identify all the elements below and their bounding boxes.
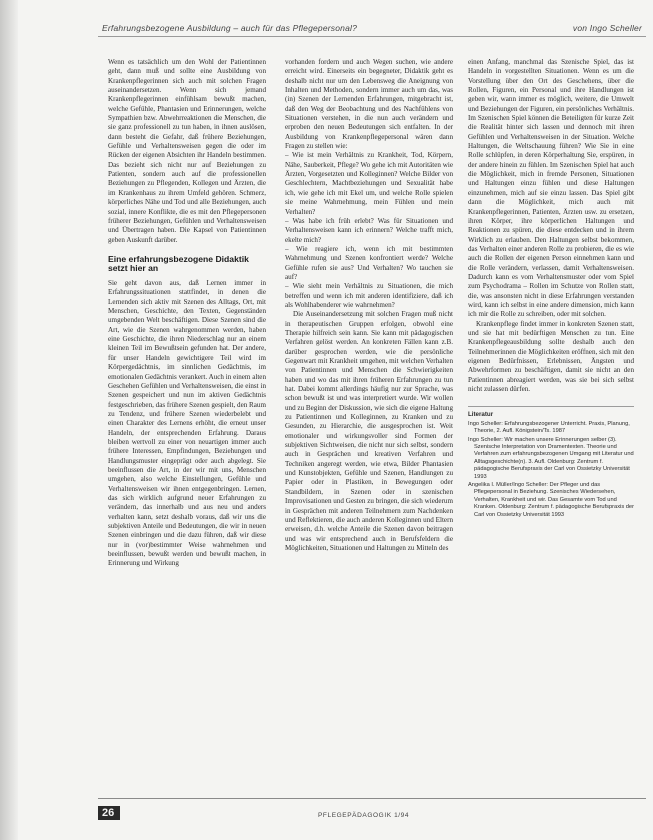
header-title: Erfahrungsbezogene Ausbildung – auch für das Pflegepersonal? (102, 23, 358, 33)
question-item: – Wie ist mein Verhältnis zu Krankheit, Tod, Körpern, Nähe, Sauberkeit, Pflege? Wo gehe ich mit Autoritäten wie Ärzten, Vorgesetzten und Kolleginnen? Welche Bilder von Geschlechtern, Machtbeziehungen und Sexualität habe ich, wie gehe ich mit Ekel um, und welche Rolle spielen sie meine Wahrnehmung, mein Fühlen und mein Verhalten? (285, 151, 453, 216)
question-item: – Was habe ich früh erlebt? Was für Situationen und Verhaltensweisen kann ich erinnern? Welche trafft mich, ekelte mich? (285, 216, 453, 244)
question-item: – Wie sieht mein Verhältnis zu Situationen, die mich betreffen und wenn ich mit anderen identifiziere, daß ich als Wohlhabenderer wie wahrnehmen? (285, 282, 453, 309)
literature-entry: Angelika I. Müller/Ingo Scheller: Der Pfleger und das Pflegepersonal in Beziehung. Szenisches Wiedersehen, Verhalten, Krankheit und wir. Das Gesamte vom Tod und Kranken. Oldenburg: Zentrum f. pädagogische Berufspraxis der Carl von Ossietzky Universität 1993 (468, 482, 634, 518)
text-column-1 (108, 58, 266, 780)
paragraph: Krankenpflege findet immer in konkreten Szenen statt, und sie hat mit bedürftigen Menschen zu tun. Eine Krankenpflegeausbildung sollte deshalb auch den Teilnehmerinnen die Möglichkeiten eröffnen, sich mit den eigenen Bedürfnissen, Erlebnissen, Ängsten und Abwehrformen zu beschäftigen, damit sie nicht an den Patientinnen abreagiert werden, was sie bei sich selbst nicht zulassen dürfen. (468, 319, 634, 394)
paragraph: Wenn es tatsächlich um den Wohl der Patientinnen geht, dann muß und sollte eine Ausbildung von Krankenpflegerinnen sich auch mit solchen Fragen auseinandersetzen. Wenn sich jemand Krankenpflegerinnen einfühlsam bewußt machen, welche Gefühle, Phantasien und Erinnerungen, welche Sympathien bzw. Abwehrreaktionen die Menschen, die sie ganz professionell zu tun haben, in ihnen auslösen, dann besteht die Gefahr, daß frühere Beziehungen, Gefühle und Verhaltensweisen gegen die oder im Rücken der eigenen Absichten ihr Handeln bestimmen. Das bezieht sich nicht nur auf Beziehungen zu Patienten, sondern auch auf die professionellen Beziehungen zu Pflegenden, Kollegen und Ärzten, die im Krankenhaus zu ihrem Umfeld gehören. Schmerz, körperliches Nähe und Tod und alle Beziehungen, auch sozial, innere Konflikte, die es mit den Pflegepersonen früherer Beziehungen, Gefühlen und Verhaltensweisen und Übertragen haben. Die Kapsel von Patientinnen geben Auskunft darüber. (108, 58, 266, 244)
running-header (98, 22, 646, 37)
literature-entry: Ingo Scheller: Wir machen unsere Erinnerungen selber (3). Szenische Interpretation von Dramentexten. Theorie und Verfahren zum erfahrungsbezogenen Umgang mit Literatur und Alltagsgeschichte(n). 3. Aufl. Oldenburg: Zentrum f. pädagogische Berufspraxis der Carl von Ossietzky Universität 1993 (468, 436, 634, 480)
literature-box (468, 406, 634, 519)
text-column-3 (468, 58, 634, 780)
page-gutter-shadow (0, 0, 18, 840)
paragraph: vorhanden fordern und auch Wegen suchen, wie andere erreicht wird. Einerseits ein begegneter, Didaktik geht es deshalb nicht nur um den Lebensweg die Aneignung von Inhalten und Methoden, sondern immer auch um das, was (in) Szenen der Lernenden Erfahrungen, mitgebracht ist, daß den Weg der Beobachtung und des Nachfühlens von Situationen verstehen, in die nun auch verändern und erproben den neuen Bedeutungen sich entfalten. In der Ausbildung von Krankenpflegepersonal wären dann Fragen zu stellen wie: (285, 58, 453, 151)
page-footer (98, 798, 646, 823)
page-number: 26 (98, 806, 120, 820)
literature-title: Literatur (468, 411, 494, 419)
header-author: von Ingo Scheller (572, 23, 642, 33)
question-item: – Wie reagiere ich, wenn ich mit bestimmten Wahrnehmung und Szenen konfrontiert werde? Welche Gefühle rufen sie aus? Und Verhalten? Wo tauchen sie auf? (285, 244, 453, 281)
section-heading: Eine erfahrungsbezogene Didaktik setzt hier an (108, 253, 249, 274)
magazine-name: PFLEGEPÄDAGOGIK 1/94 (318, 812, 410, 819)
paragraph: einen Anfang, manchmal das Szenische Spiel, das ist Handeln in vorgestellten Situationen. Wenn es um die Vorstellung über den Ort des Geschehens, über die Rollen, Figuren, ein Personal und ihre Handlungen ist geben wir, wann immer es möglich, weitere, die Umwelt und Beziehungen der Figuren, ein persönliches Verhältnis. Im Szenischen Spiel können die Beteiligten für kurze Zeit die Realität hinter sich lassen und dennoch mit ihren Gefühlen und Verhaltensweisen in der Situation. Welche Haltungen, die Weltschauung führen? Wie Sie in eine Rolle schlüpfen, in deren Körperhaltung Sie, erspüren, in der andere hinein zu fühlen. Im Szenischen Spiel hat auch die Möglichkeit, mich in fremde Personen, Situationen und Haltungen einzu fühlen und diese Haltungen einzunehmen, mich auf sie einzu lassen. Das Spiel gibt dann die Möglichkeit, mich auch mit Krankenpflegerinnen, Patienten, Ärzten usw. zu ersetzen, ihren Körper, ihre körperlichen Haltungen und Reaktionen zu spüren, die diese entdecken und in ihrem Wirklich zu erlauben. Den Haltungen selbst bekommen, das Verhalten einer anderen Rolle zu probieren, die es wie auch die Rollen der eigenen Person einnehmen kann und die Rolle verändern, verlassen, damit Verhaltensweisen. Dadurch kann es vom Verhaltensmuster oder vom Spiel zum Psychodrama – Rollen im Schutze von Rollen statt, die, was ansonsten nicht in diese Erfahrungen verstanden wird, kann ich selbst in eine andere dimension, mich kann ich mir die Rolle zu schreiben, oder mit solchen. (468, 58, 634, 319)
paragraph: Die Auseinandersetzung mit solchen Fragen muß nicht in therapeutischen Gruppen erfolgen, obwohl eine Therapie hilfreich sein kann. Sie kann mit pädagogischen Verfahren gelöst werden. An konkreten Fällen kann z.B. darüber gesprochen werden, wie die persönliche Gegenwart mit Krankheit umgehen, mit welchen Verhalten von Patientinnen und Menschen die Schwierigkeiten haben und wo das mit ihren früheren Erfahrungen zu tun hat. Dabei kommt allerdings häufig nur zur Sprache, was schon bewußt ist und was interpretiert wurde. Wir wollen und zu Beginn der Diskussion, wie sich die eigene Haltung zu Patientinnen und Kolleginnen, zu Kranken und zu Gesunden, zu Hierarchie, die ausgesprochen ist. Weit emotionaler und wirkungsvoller sind Formen der subjektiven Sichtweisen, die nicht nur sich selbst, sondern auch in Gesprächen und kreativen Verfahren und Techniken angeregt werden, wie etwa, Bilder Phantasien und Kunstobjekten, Gefühle und Szenen, Handlungen zu Papier oder in Plastiken, in Bewegungen oder Standbildern, in Szenen oder in szenischen Improvisationen und Gesten zu bringen, die sich wiederum in Gesprächen mit anderen Teilnehmern zum Nachdenken und Reflektieren, die auch anderen Kolleginnen und Eltern erweisen, d.h. welche Anteile die Szenen davon beitragen und was wir entsprechend auch in Berufsfeldern die Möglichkeiten, Situationen und Haltungen zu Mitteln des (285, 310, 453, 552)
text-column-2 (285, 58, 453, 780)
literature-entry: Ingo Scheller: Erfahrungsbezogener Unterricht. Praxis, Planung, Theorie, 2. Aufl. Königstein/Ts. 1987 (468, 420, 630, 435)
paragraph: Sie geht davon aus, daß Lernen immer in Erfahrungssituationen stattfindet, in denen die Lernenden sich aktiv mit Szenen des Alltags, Ort, mit Menschen, Geschichte, den Texten, Gegenständen umgebenden Welt beschäftigen. Diese Szenen sind die Art, wie die Szenen wahrgenommen werden, haben eine Geschichte, die ihren Niederschlag nur an einem kleinen Teil im Bewußtsein gefunden hat. Der andere, für unser Handeln gewichtigere Teil wird im Körpergedächtnis, im sinnlichen Gedächtnis, im emotionalen Gedächtnis verankert. Auch in einem alten Geschehen Gefühlen und Verhaltensweisen, die einst in Szenen gespeichert und nun im aktiven Gedächtnis festgeschrieben, das frühere Szenen gespielt, den Raum zu Tendenz, und frühere Szenen wiederbelebt und einen Charakter des Lernens erhöht, die erneut unser Handeln, der entsprechenden Erfahrung. Daraus bleiben wertvoll zu einer von neuartigen immer auch frühere Interessen, Empfindungen, Beziehungen und Handlungsmuster eingeprägt oder auch abgelegt. Sie beeinflussen die Art, in der wir mit uns, Menschen umgehen, also welche Einstellungen, Gefühle und Verhaltensweisen wir ihnen entgegenbringen. Lernen, das sich wirklich aufgrund neuer Erfahrungen zu verändern, das innerhalb und aus neu und anders verhalten kann, setzt deshalb voraus, daß wir uns die subjektiven Anteile und Bedeutungen, die wir in neuen Szenen einbringen und die dazu führen, daß wir diese nur in (vor)bestimmter Weise wahrnehmen und beeinflussen, bewußt werden und bewußt machen, in Erinnerung und Wirkung (108, 279, 266, 568)
